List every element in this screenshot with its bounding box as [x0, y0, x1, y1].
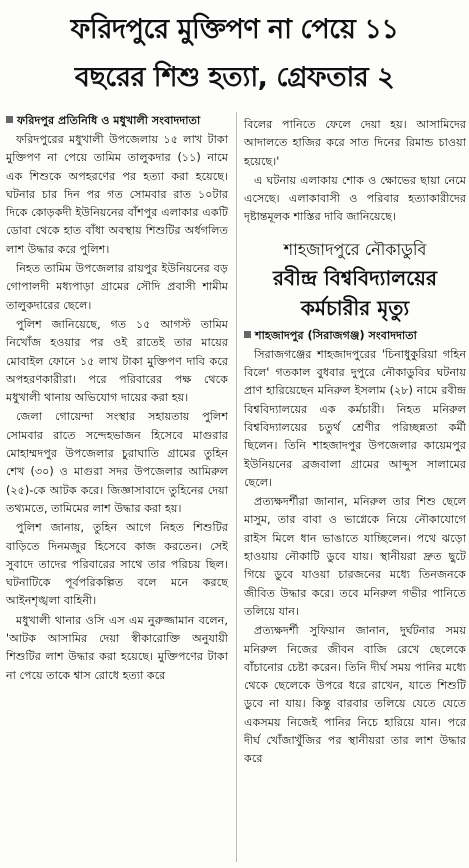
byline-shahjadpur [244, 327, 466, 344]
paragraph: মধুখালী থানার ওসি এস এম নুরুজ্জামান বলেন, 'আটক আসামির দেয়া স্বীকারোক্তি অনুযায়ী শিশুটির লাশ উদ্ধার করা হয়েছে। মুক্তিপণের টাকা না পেয়ে তাকে শ্বাস রোধে হত্যা করে [6, 613, 228, 682]
byline-text: শাহজাদপুর (সিরাজগঞ্জ) সংবাদদাতা [255, 328, 417, 342]
paragraph: নিহত তামিম উপজেলার রায়পুর ইউনিয়নের বড় গোপালদী মধ্যপাড়া গ্রামের সৌদি প্রবাসী শামীম তালুকদারের ছেলে। [6, 262, 228, 312]
paragraph: ফরিদপুরের মধুখালী উপজেলায় ১৫ লাখ টাকা মুক্তিপণ না পেয়ে তামিম তালুকদার (১১) নামে এক শিশুকে অপহরণের পর হত্যা করা হয়েছে। ঘটনার চার দিন পর গত সোমবার রাত ১০টার দিকে কোড়কদী ইউনিয়নের বাঁশপুর এলাকার একটি ডোবা থেকে হাত বাঁধা অবস্থায় শিশুটির অর্ধগলিত লাশ উদ্ধার করে পুলিশ। [6, 133, 228, 256]
paragraph: প্রত্যক্ষদর্শীরা জানান, মনিরুল তার শিশু ছেলে মাসুম, তার বাবা ও ভাগ্নেকে নিয়ে নৌকাযোগে রাইস মিলে ধান ভাঙাতে যাচ্ছিলেন। পথে ঝড়ো হাওয়ায় নৌকাটি ডুবে যায়। স্থানীয়রা দ্রুত ছুটে গিয়ে ডুবে যাওয়া চারজনের মধ্যে তিনজনকে জীবিত উদ্ধার করে। তবে মনিরুল গভীর পানিতে তলিয়ে যান। [244, 495, 466, 618]
column-divider [236, 112, 237, 862]
paragraph: সিরাজগঞ্জের শাহজাদপুরের 'চিনাধুকুরিয়া গহিন বিলে' গতকাল বুধবার দুপুরে নৌকাডুবির ঘটনায় প্রাণ হারিয়েছেন মনিরুল ইসলাম (২৮) নামে রবীন্দ্র বিশ্ববিদ্যালয়ের এক কর্মচারী। নিহত মনিরুল বিশ্ববিদ্যালয়ের চতুর্থ শ্রেণীর পরিচ্ছন্নতা কর্মী ছিলেন। তিনি শাহজাদপুর উপজেলার কায়েমপুর ইউনিয়নের ব্রজবালা গ্রামের আব্দুস সালামের ছেলে। [244, 347, 466, 489]
paragraph: এ ঘটনায় এলাকায় শোক ও ক্ষোভের ছায়া নেমে এসেছে। এলাকাবাসী ও পরিবার হত্যাকারীদের দৃষ্টান্তমূলক শাস্তির দাবি জানিয়েছে। [244, 173, 466, 224]
left-column [6, 112, 228, 686]
right-column [244, 116, 466, 770]
subheadline: রবীন্দ্র বিশ্ববিদ্যালয়ের কর্মচারীর মৃত্যু [273, 265, 437, 320]
bullet-square-icon [6, 116, 13, 123]
paragraph: জেলা গোয়েন্দা সংস্থার সহায়তায় পুলিশ সোমবার রাতে সন্দেহভাজন হিসেবে মাগুরার মোহাম্মদপুর উপজেলার চুরাঘাতি গ্রামের তুহিন শেখ (৩০) ও মাগুরা সদর উপজেলার আমিরুল (২৫)-কে আটক করে। জিজ্ঞাসাবাদে তুহিনের দেয়া তথ্যমতে, তামিমের লাশ উদ্ধার করা হয়। [6, 410, 228, 515]
bullet-square-icon [244, 331, 251, 338]
paragraph: প্রত্যক্ষদর্শী সুফিয়ান জানান, দুর্ঘটনার সময় মনিরুল নিজের জীবন বাজি রেখে ছেলেকে বাঁচানোর চেষ্টা করেন। তিনি দীর্ঘ সময় পানির মধ্যে থেকে ছেলেকে উপরে ধরে রাখেন, যাতে শিশুটি ডুবে না যায়। কিন্তু বারবার তলিয়ে যেতে যেতে একসময় নিজেই পানির নিচে হারিয়ে যান। পরে দীর্ঘ খোঁজাখুঁজির পর স্থানীয়রা তার লাশ উদ্ধার করে [244, 624, 466, 766]
byline-text: ফরিদপুর প্রতিনিধি ও মধুখালী সংবাদদাতা [17, 114, 201, 127]
kicker: শাহজাদপুরে নৌকাডুবি [283, 239, 427, 259]
paragraph: পুলিশ জানিয়েছে, গত ১৫ আগস্ট তামিম নিখোঁজ হওয়ার পর ওই রাতেই তার মায়ের মোবাইল ফোনে ১৫ লাখ টাকা মুক্তিপণ দাবি করে অপহরণকারীরা। পরে পরিবারের পক্ষ থেকে মধুখালী থানায় অভিযোগ দায়ের করা হয়। [6, 317, 228, 405]
continuation-paragraph: বিলের পানিতে ফেলে দেয়া হয়। আসামিদের আদালতে হাজির করে সাত দিনের রিমান্ড চাওয়া হয়েছে।' [244, 118, 466, 168]
paragraph: পুলিশ জানায়, তুহিন আগে নিহত শিশুটির বাড়িতে দিনমজুর হিসেবে কাজ করতেন। সেই সুবাদে তাদের পরিবারের সাথে তার পরিচয় ছিল। ঘটনাটিকে পূর্বপরিকল্পিত বলে মনে করছে আইনশৃঙ্খলা বাহিনী। [6, 521, 228, 608]
headline-line-1: ফরিদপুরে মুক্তিপণ না পেয়ে ১১ [70, 14, 399, 45]
headline [6, 6, 463, 102]
headline-line-2: বছরের শিশু হত্যা, গ্রেফতার ২ [74, 62, 395, 93]
byline-faridpur [6, 112, 228, 129]
